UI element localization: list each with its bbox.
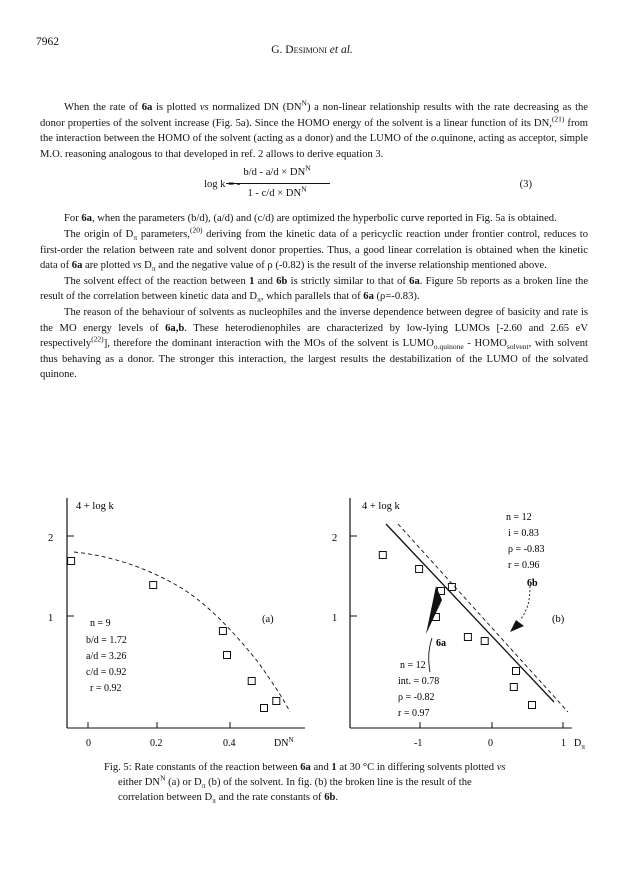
panel-b-6a-stat: r = 0.97 <box>398 708 430 719</box>
arrowhead-6a <box>426 586 442 634</box>
panel-a-data-point <box>68 558 75 565</box>
panel-a-data-point <box>219 628 226 635</box>
equation-denominator: $1 - c/d \times DN^N$ <box>247 184 307 200</box>
equation-number: (3) <box>519 179 532 191</box>
running-head <box>0 44 624 56</box>
panel-b-6b-stat: i = 0.83 <box>508 528 539 539</box>
arrowhead-6b <box>510 620 524 632</box>
panel-b-6b-stat: n = 12 <box>506 512 532 523</box>
panel-a-xtick-label: 0 <box>86 738 91 749</box>
label-6b: 6b <box>527 578 538 589</box>
panel-b-6b-stat: r = 0.96 <box>508 560 540 571</box>
caption-line-2: either $DN^N$ (a) or $D_\pi$ (b) of the solvent. In fig. (b) the broken line is the result of the <box>118 773 472 791</box>
panel-b-data-point <box>529 702 536 709</box>
fraction-bar <box>226 183 330 184</box>
body-text <box>40 100 588 383</box>
panel-a-ytick-label: 1 <box>48 613 54 624</box>
panel-a-data-point <box>261 705 268 712</box>
panel-b-ytick-label: 2 <box>332 533 338 544</box>
figure-5 <box>0 490 624 760</box>
panel-b-6a-stat: ρ = -0.82 <box>398 692 435 703</box>
caption-line-1: Fig. 5: Rate constants of the reaction between 6a and 1 at 30 °C in differing solvents plotted vs <box>104 762 506 773</box>
panel-b-data-point <box>416 566 423 573</box>
paragraph-4: The solvent effect of the reaction between 1 and 6b is strictly similar to that of 6a. Figure 5b reports as a broken line the result of the correlation between kinetic data and $D_\pi$, which parallels that of 6a (ρ=-0.83). <box>40 275 589 305</box>
panel-a-data-point <box>224 652 231 659</box>
caption-line-3: correlation between $D_\pi$ and the rate constants of 6b. <box>118 792 339 806</box>
panel-b-data-point <box>379 552 386 559</box>
paragraph-3: The origin of $D_\pi$ parameters,$^{(20)}$ deriving from the kinetic data of a pericyclic reaction under frontier control, reduces to first-order the relation between rate and solvent donor properties. Thus, a good linear correlation is obtained when the kinetic data of 6a are plotted vs $D_\pi$ and the negative value of ρ (-0.82) is the result of the inverse relationship mentioned above. <box>40 225 589 274</box>
panel-b-data-point <box>481 638 488 645</box>
panel-a-xtick-label: 0.4 <box>223 738 236 749</box>
panel-b-xtick-label: 0 <box>488 738 493 749</box>
author-suffix: et al. <box>326 44 353 56</box>
panel-b-xtick-label: -1 <box>414 738 423 749</box>
panel-b-y-title: 4 + log k <box>362 501 400 512</box>
panel-a-stat: n = 9 <box>90 618 111 629</box>
paragraph-2: For 6a, when the parameters (b/d), (a/d) and (c/d) are optimized the hyperbolic curve reported in Fig. 5a is obtained. <box>64 213 557 225</box>
panel-a-stat: c/d = 0.92 <box>86 667 127 678</box>
panel-b-6a-stat: n = 12 <box>400 660 426 671</box>
panel-b-6a-stat: int. = 0.78 <box>398 676 440 687</box>
panel-a-data-point <box>273 698 280 705</box>
panel-a-xtick-label: 0.2 <box>150 738 163 749</box>
panel-a-label: (a) <box>262 614 274 625</box>
panel-b-ytick-label: 1 <box>332 613 338 624</box>
panel-b <box>332 498 585 751</box>
author-surname: Desimoni <box>285 44 327 56</box>
panel-a-ytick-label: 2 <box>48 533 54 544</box>
panel-a-stat: b/d = 1.72 <box>86 635 127 646</box>
panel-b-data-point <box>513 668 520 675</box>
paragraph-5: The reason of the behaviour of solvents as nucleophiles and the inverse dependence between degree of basicity and rate is the MO energy levels of 6a,b. These heterodienophiles are characterized by low-lying LUMOs [-2.60 and 2.65 eV respectively$^{(22)}$], therefore the dominant interaction with the MOs of the solvent is $LUMO_{o.quinone}$ - $HOMO_{solvent}$, with solvent thus behaving as a donor. The stronger this interaction, the largest results the destabilization of the LUMO of the solvated quinone. <box>40 306 589 381</box>
arrow-6a <box>429 638 432 672</box>
equation-numerator: $b/d - a/d \times DN^N$ <box>243 163 311 179</box>
panel-b-data-point <box>448 584 455 591</box>
equation-lhs: log k = - <box>204 179 241 191</box>
figure-caption <box>104 760 534 805</box>
panel-a-data-point <box>248 678 255 685</box>
equation-3 <box>40 165 588 207</box>
panel-b-label: (b) <box>552 614 565 625</box>
panel-a-stat: a/d = 3.26 <box>86 651 127 662</box>
panel-b-6b-stat: ρ = -0.83 <box>508 544 545 555</box>
panel-b-data-point <box>464 634 471 641</box>
panel-a-y-title: 4 + log k <box>76 501 114 512</box>
paragraph-1: When the rate of 6a is plotted vs normalized DN $(DN^N)$ a non-linear relationship results with the rate decreasing as the donor properties of the solvent increase (Fig. 5a). Since the HOMO energy of the solvent is a linear function of its DN,$^{(21)}$ from the interaction between the HOMO of the solvent (acting as a donor) and the LUMO of the o.quinone, acting as acceptor, simple M.O. reasoning analogous to that developed in ref. 2 allows to derive equation 3. <box>40 98 589 160</box>
panel-b-data-point <box>510 684 517 691</box>
panel-b-x-label: $D_\pi$ <box>574 738 586 751</box>
label-6a: 6a <box>436 638 446 649</box>
panel-a-stat: r = 0.92 <box>90 683 122 694</box>
page-number: 7962 <box>36 36 59 48</box>
panel-b-xtick-label: 1 <box>561 738 566 749</box>
panel-a-data-point <box>150 582 157 589</box>
panel-a-x-label: $DN^N$ <box>274 736 294 749</box>
arrow-6b <box>520 586 530 620</box>
author-initial: G. <box>271 44 286 56</box>
